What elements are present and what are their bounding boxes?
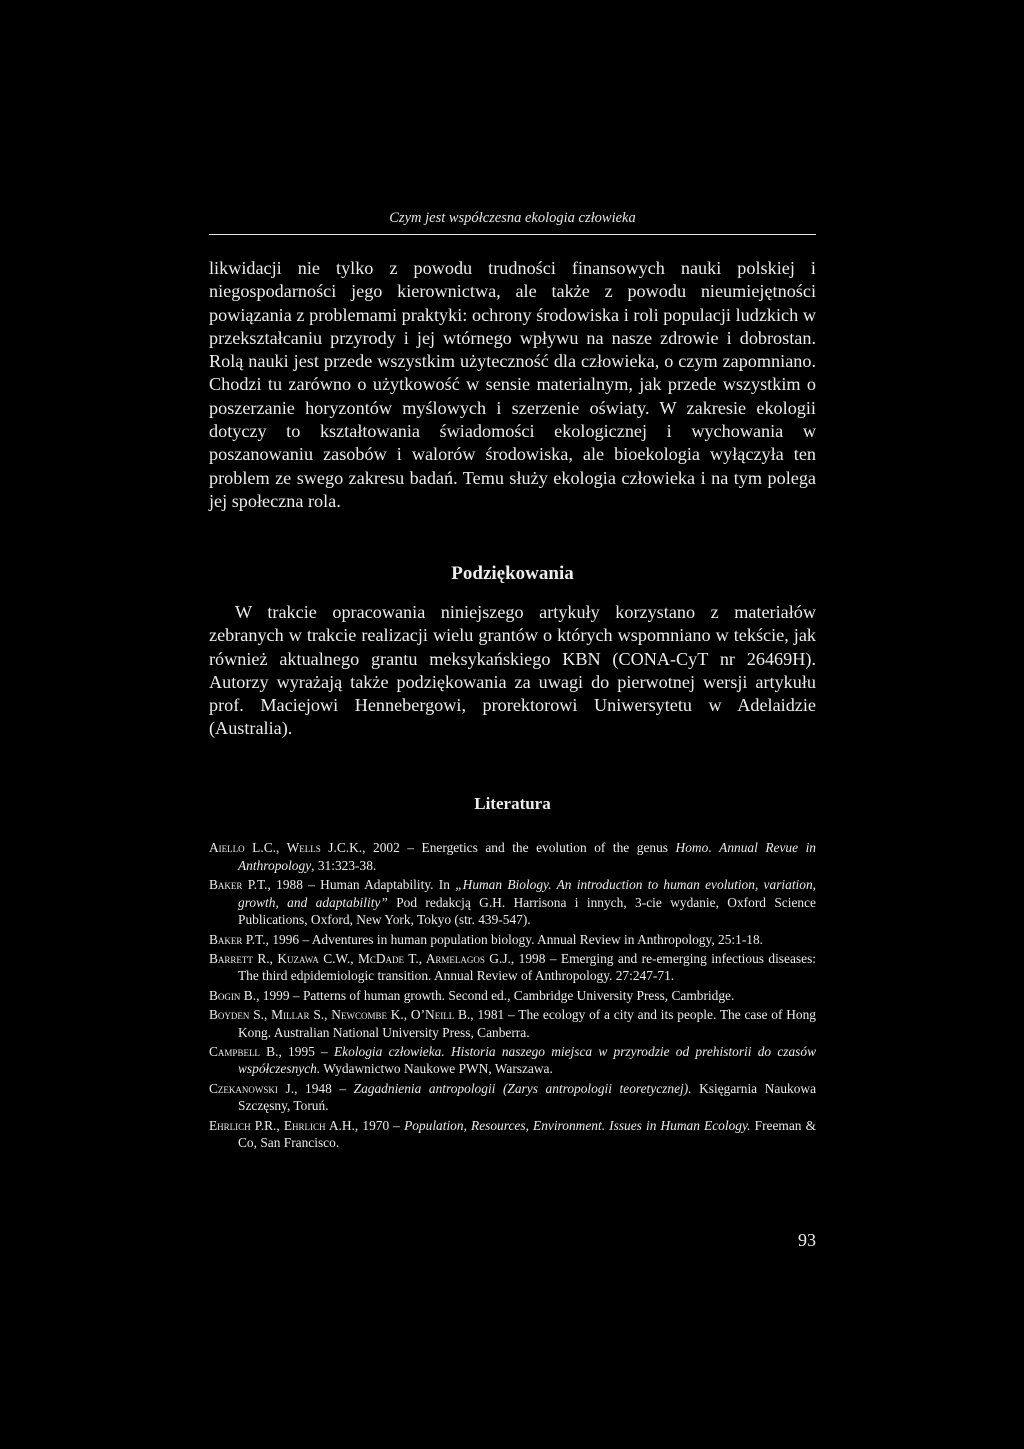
reference-year: 2002 [373, 840, 400, 855]
running-head: Czym jest współczesna ekologia człowieka [389, 210, 636, 226]
reference-title-italic: Zagadnienia antropologii (Zarys antropologii teoretycznej). [353, 1080, 692, 1096]
reference-item: Ehrlich P.R., Ehrlich A.H., 1970 – Population, Resources, Environment. Issues in Human Ecology. Freeman & Co, San Francisco. [209, 1117, 816, 1151]
reference-authors: Boyden S., Millar S., Newcombe K., O’Neill B. [209, 1006, 471, 1022]
reference-title: The ecology of a city and its people. The case of Hong Kong. Australian National University Press, Canberra. [238, 1006, 817, 1040]
reference-list [209, 839, 816, 1153]
reference-title-italic: „Human Biology. An introduction to human evolution, variation, growth, and adaptability” [238, 876, 816, 910]
reference-item: Campbell B., 1995 – Ekologia człowieka. Historia naszego miejsca w przyrodzie od prehistorii do czasów współczesnych. Wydawnictwo Naukowe PWN, Warszawa. [209, 1043, 817, 1077]
reference-rest: Wydawnictwo Naukowe PWN, Warszawa. [320, 1061, 553, 1077]
reference-rest: , 31:323-38. [311, 857, 377, 873]
body-paragraph: likwidacji nie tylko z powodu trudności finansowych nauki polskiej i niegospodarności jego kierownictwa, ale także z powodu nieumiejętności powiązania z problemami praktyki: ochrony środowiska i roli populacji ludzkich w przekształcaniu przyrody i jej wtórnego wpływu na nasze zdrowie i dobrostan. Rolą nauki jest przede wszystkim użyteczność dla człowieka, o czym zapomniano. Chodzi tu zarówno o użytkowość w sensie materialnym, jak przede wszystkim o poszerzanie horyzontów myślowych i szerzenie oświaty. W zakresie ekologii dotyczy to kształtowania świadomości ekologicznej i wychowania w poszanowaniu zasobów i walorów środowiska, ale bioekologia wyłączyła ten problem ze swego zakresu badań. Temu służy ekologia człowieka i na tym polega jej społeczna rola. [209, 258, 816, 511]
reference-item: Barrett R., Kuzawa C.W., McDade T., Armelagos G.J., 1998 – Emerging and re-emerging infectious diseases: The third edpidemiologic transition. Annual Review of Anthropology. 27:247-71. [209, 950, 816, 984]
reference-rest: Księgarnia Naukowa Szczęsny, Toruń. [238, 1080, 817, 1114]
reference-item: Czekanowski J., 1948 – Zagadnienia antropologii (Zarys antropologii teoretycznej). Księgarnia Naukowa Szczęsny, Toruń. [209, 1080, 817, 1114]
reference-title: Emerging and re-emerging infectious diseases: The third edpidemiologic transition. Annual Review of Anthropology. 27:247-71. [238, 950, 816, 984]
reference-year: 1970 [362, 1117, 390, 1133]
reference-rest: Pod redakcją G.H. Harrisona i innych, 3-cie wydanie, Oxford Science Publications, Oxford, New York, Tokyo (str. 439-547). [238, 894, 816, 928]
reference-authors: Barrett R., Kuzawa C.W., McDade T., Armelagos G.J. [209, 950, 511, 966]
reference-title-italic: Population, Resources, Environment. Issues in Human Ecology. [404, 1117, 751, 1133]
reference-title-italic: Ekologia człowieka. Historia naszego miejsca w przyrodzie od prehistorii do czasów współczesnych. [238, 1043, 817, 1077]
reference-authors: Campbell B. [209, 1043, 279, 1059]
reference-item: Baker P.T., 1996 – Adventures in human population biology. Annual Review in Anthropology, 25:1-18. [209, 931, 764, 947]
reference-authors: Bogin B. [209, 987, 257, 1003]
reference-year: 1999 [262, 987, 290, 1003]
reference-authors: Baker P.T. [209, 931, 266, 947]
reference-year: 1988 [276, 876, 303, 892]
acknowledgements-heading: Podziękowania [451, 563, 574, 584]
reference-item: Aiello L.C., Wells J.C.K., 2002 – Energetics and the evolution of the genus Homo. Annual Revue in Anthropology, 31:323-38. [209, 840, 816, 873]
reference-source: Annual Revue in Anthropology [238, 840, 816, 873]
reference-authors: Baker P.T. [209, 876, 268, 892]
header-rule [209, 234, 816, 235]
reference-rest: Freeman & Co, San Francisco. [238, 1117, 816, 1151]
reference-item: Bogin B., 1999 – Patterns of human growth. Second ed., Cambridge University Press, Cambridge. [209, 987, 735, 1003]
reference-authors: Ehrlich P.R., Ehrlich A.H. [209, 1117, 355, 1133]
reference-title: Energetics and the evolution of the genus [421, 840, 668, 855]
literature-heading: Literatura [474, 794, 551, 813]
reference-year: 1995 [288, 1043, 315, 1059]
reference-item: Boyden S., Millar S., Newcombe K., O’Neill B., 1981 – The ecology of a city and its people. The case of Hong Kong. Australian National University Press, Canberra. [209, 1006, 817, 1040]
reference-item: Baker P.T., 1988 – Human Adaptability. In „Human Biology. An introduction to human evolution, variation, growth, and adaptability” Pod redakcją G.H. Harrisona i innych, 3-cie wydanie, Oxford Science Publications, Oxford, New York, Tokyo (str. 439-547). [209, 876, 816, 928]
acknowledgements-paragraph: W trakcie opracowania niniejszego artykuły korzystano z materiałów zebranych w trakcie realizacji wielu grantów o których wspomniano w tekście, jak również aktualnego grantu meksykańskiego KBN (CONA-CyT nr 26469H). Autorzy wyrażają także podziękowania za uwagi do pierwotnej wersji artykułu prof. Maciejowi Hennebergowi, prorektorowi Uniwersytetu w Adelaidzie (Australia). [209, 602, 816, 739]
reference-authors: Czekanowski J. [209, 1080, 295, 1096]
reference-title: Adventures in human population biology. Annual Review in Anthropology, 25:1-18. [311, 931, 764, 947]
page-number: 93 [798, 1230, 816, 1250]
reference-year: 1948 [305, 1080, 332, 1096]
reference-year: 1981 [477, 1006, 505, 1022]
reference-title: Human Adaptability. In [320, 876, 456, 892]
reference-title-italic: Homo [675, 840, 709, 855]
reference-year: 1996 [272, 931, 300, 947]
reference-title: Patterns of human growth. Second ed., Cambridge University Press, Cambridge. [302, 987, 735, 1003]
reference-authors: Aiello L.C., Wells J.C.K. [209, 840, 363, 855]
reference-year: 1998 [518, 950, 546, 966]
